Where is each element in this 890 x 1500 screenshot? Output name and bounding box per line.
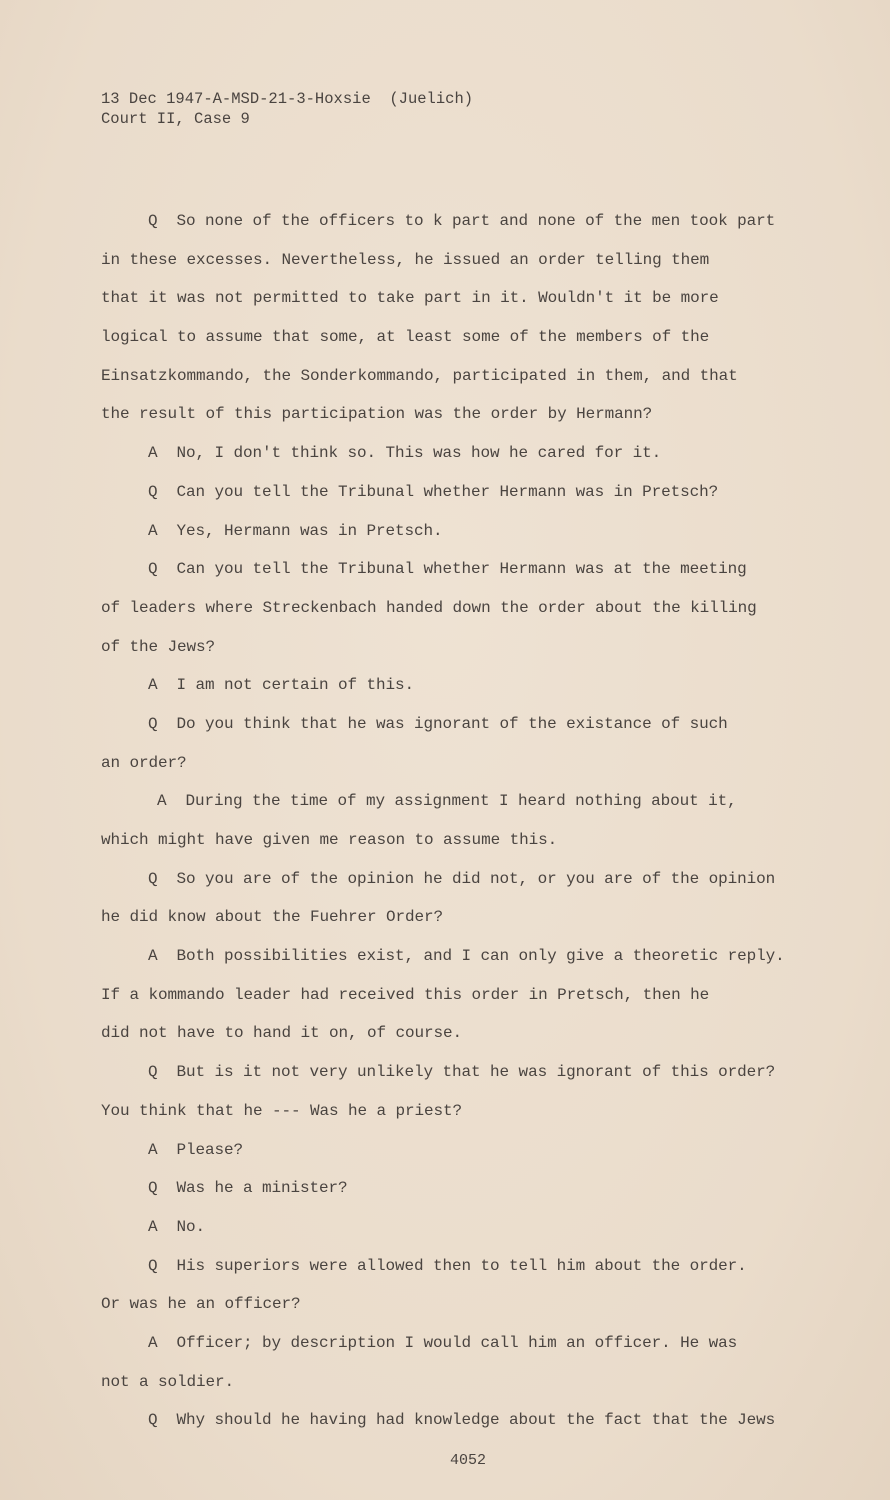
transcript-line: of leaders where Streckenbach handed down the order about the killing — [101, 598, 757, 617]
transcript-line: A Both possibilities exist, and I can only give a theoretic reply. — [148, 947, 785, 966]
transcript-line: of the Jews? — [101, 637, 216, 656]
transcript-line: an order? — [101, 753, 187, 772]
transcript-line: You think that he --- Was he a priest? — [101, 1101, 463, 1120]
transcript-line: Q His superiors were allowed then to tell him about the order. — [148, 1256, 747, 1275]
transcript-line: did not have to hand it on, of course. — [101, 1024, 463, 1043]
transcript-line: which might have given me reason to assume this. — [101, 831, 558, 849]
transcript-line: Q So you are of the opinion he did not, or you are of the opinion — [148, 869, 776, 888]
transcript-line: logical to assume that some, at least some of the members of the — [101, 328, 710, 347]
transcript-line: Q Why should he having had knowledge about the fact that the Jews — [148, 1411, 776, 1430]
transcript-line: the result of this participation was the order by Hermann? — [101, 405, 653, 424]
transcript-line: A Officer; by description I would call him an officer. He was — [148, 1333, 738, 1352]
transcript-line: he did know about the Fuehrer Order? — [101, 908, 444, 927]
header-reference-line: 13 Dec 1947-A-MSD-21-3-Hoxsie (Juelich) — [101, 90, 474, 108]
transcript-line: Q Was he a minister? — [148, 1179, 348, 1198]
transcript-line: Q Can you tell the Tribunal whether Hermann was in Pretsch? — [148, 482, 719, 501]
transcript-line: Q So none of the officers to k part and none of the men took part — [148, 212, 776, 230]
page-number: 4052 — [450, 1452, 487, 1469]
transcript-line: Einsatzkommando, the Sonderkommando, participated in them, and that — [101, 366, 738, 385]
transcript-line: Or was he an officer? — [101, 1295, 301, 1314]
transcript-line: A No, I don't think so. This was how he cared for it. — [148, 444, 662, 463]
transcript-line: A Yes, Hermann was in Pretsch. — [148, 521, 443, 540]
transcript-line: Q Do you think that he was ignorant of the existance of such — [148, 714, 728, 733]
header-court-line: Court II, Case 9 — [101, 110, 250, 128]
transcript-line: A During the time of my assignment I heard nothing about it, — [157, 792, 737, 811]
transcript-line: Q But is it not very unlikely that he was ignorant of this order? — [148, 1063, 776, 1082]
transcript-line: in these excesses. Nevertheless, he issued an order telling them — [101, 250, 710, 269]
transcript-line: A No. — [148, 1217, 206, 1236]
transcript-line: If a kommando leader had received this order in Pretsch, then he — [101, 985, 710, 1004]
transcript-body — [101, 202, 785, 1440]
transcript-line: that it was not permitted to take part in it. Wouldn't it be more — [101, 289, 719, 308]
transcript-line: not a soldier. — [101, 1372, 235, 1391]
transcript-line: A Please? — [148, 1140, 244, 1159]
transcript-line: A I am not certain of this. — [148, 676, 415, 695]
transcript-line: Q Can you tell the Tribunal whether Hermann was at the meeting — [148, 560, 747, 579]
